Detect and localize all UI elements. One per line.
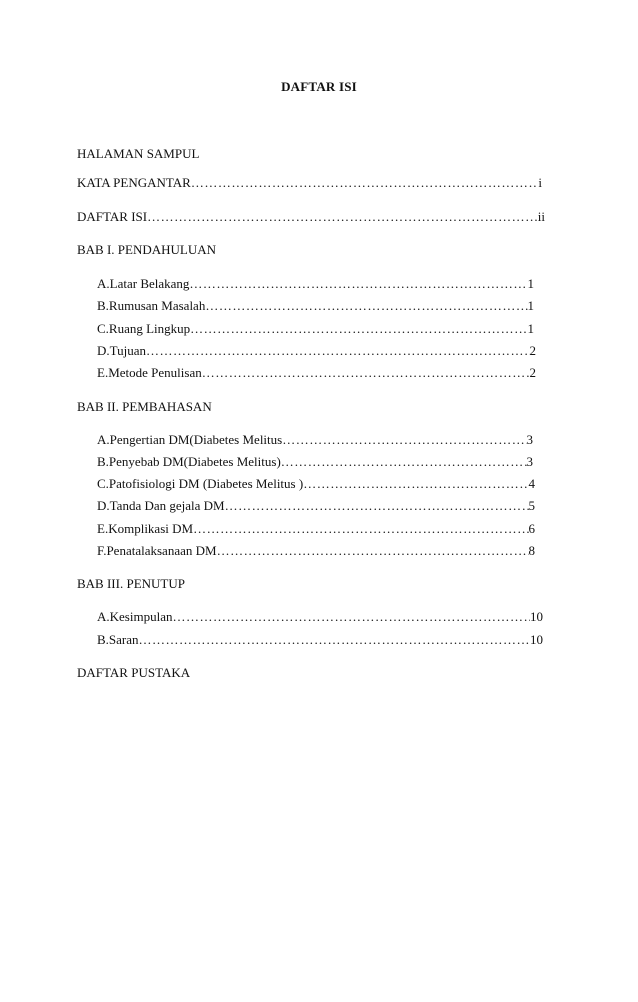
page-title: DAFTAR ISI: [281, 79, 357, 94]
toc-entry-kata-pengantar: [77, 174, 542, 192]
toc-entry-text: BAB II. PEMBAHASAN: [77, 399, 212, 414]
toc-page-number: 1: [527, 276, 534, 291]
toc-leader-dots: [191, 174, 539, 192]
toc-entry-text: Penyebab DM(Diabetes Melitus): [108, 454, 281, 469]
toc-leader-dots: [189, 275, 527, 293]
toc-page-number: 5: [528, 498, 535, 513]
toc-leader-dots: [205, 297, 527, 315]
toc-page-number: ii: [537, 209, 545, 224]
toc-page-number: 2: [529, 365, 536, 380]
toc-marker: B.: [97, 632, 109, 647]
toc-marker: E.: [97, 365, 109, 380]
toc-subentry-patofisiologi-dm: [97, 475, 535, 493]
toc-marker: F.: [97, 543, 107, 558]
toc-chapter-bab-2: [77, 398, 212, 416]
toc-entry-daftar-isi: [77, 208, 545, 226]
toc-marker: E.: [97, 521, 109, 536]
toc-marker: C.: [97, 476, 109, 491]
toc-leader-dots: [202, 364, 530, 382]
toc-marker: C.: [97, 321, 109, 336]
toc-marker: D.: [97, 498, 110, 513]
toc-entry-halaman-sampul: [77, 145, 199, 163]
toc-entry-text: Tanda Dan gejala DM: [109, 498, 225, 513]
toc-subentry-rumusan-masalah: [97, 297, 534, 315]
toc-page-number: 8: [528, 543, 535, 558]
toc-marker: B.: [97, 298, 109, 313]
toc-entry-text: Latar Belakang: [109, 276, 190, 291]
toc-entry-daftar-pustaka: [77, 664, 190, 682]
toc-page-number: i: [538, 175, 542, 190]
toc-marker: D.: [97, 343, 110, 358]
toc-page-number: 10: [530, 632, 543, 647]
toc-leader-dots: [146, 342, 529, 360]
toc-page-number: 3: [526, 454, 533, 469]
toc-entry-text: Komplikasi DM: [108, 521, 194, 536]
toc-entry-text: KATA PENGANTAR: [77, 175, 191, 190]
toc-chapter-bab-1: [77, 241, 216, 259]
toc-leader-dots: [281, 453, 527, 471]
toc-entry-text: BAB I. PENDAHULUAN: [77, 242, 217, 257]
toc-subentry-penyebab-dm: [97, 453, 533, 471]
toc-entry-text: DAFTAR PUSTAKA: [77, 665, 191, 680]
toc-subentry-penatalaksanaan-dm: [97, 542, 535, 560]
toc-leader-dots: [225, 497, 529, 515]
toc-leader-dots: [147, 208, 538, 226]
toc-entry-text: Penatalaksanaan DM: [106, 543, 217, 558]
toc-chapter-bab-3: [77, 575, 185, 593]
toc-page-number: 3: [526, 432, 533, 447]
toc-leader-dots: [282, 431, 526, 449]
toc-page-number: 2: [529, 343, 536, 358]
toc-entry-text: Rumusan Masalah: [108, 298, 206, 313]
toc-leader-dots: [172, 608, 530, 626]
toc-page-number: 10: [530, 609, 543, 624]
toc-entry-text: HALAMAN SAMPUL: [77, 146, 200, 161]
toc-leader-dots: [193, 520, 528, 538]
toc-page-number: 4: [528, 476, 535, 491]
toc-subentry-saran: [97, 631, 543, 649]
toc-marker: B.: [97, 454, 109, 469]
toc-subentry-tujuan: [97, 342, 536, 360]
toc-entry-text: Pengertian DM(Diabetes Melitus: [109, 432, 283, 447]
toc-leader-dots: [303, 475, 528, 493]
toc-subentry-latar-belakang: [97, 275, 534, 293]
toc-marker: A.: [97, 432, 110, 447]
toc-entry-text: Saran: [108, 632, 139, 647]
toc-entry-text: Tujuan: [109, 343, 147, 358]
toc-page-number: 6: [528, 521, 535, 536]
toc-page-number: 1: [527, 321, 534, 336]
toc-entry-text: Metode Penulisan: [108, 365, 202, 380]
toc-entry-text: BAB III. PENUTUP: [77, 576, 185, 591]
toc-leader-dots: [139, 631, 530, 649]
toc-leader-dots: [190, 320, 527, 338]
toc-subentry-kesimpulan: [97, 608, 543, 626]
toc-leader-dots: [217, 542, 529, 560]
toc-entry-text: Ruang Lingkup: [108, 321, 191, 336]
toc-entry-text: Kesimpulan: [109, 609, 173, 624]
toc-subentry-ruang-lingkup: [97, 320, 534, 338]
toc-entry-text: DAFTAR ISI: [77, 209, 148, 224]
toc-subentry-pengertian-dm: [97, 431, 533, 449]
toc-marker: A.: [97, 276, 110, 291]
toc-subentry-metode-penulisan: [97, 364, 536, 382]
toc-page-number: 1: [527, 298, 534, 313]
toc-subentry-tanda-gejala-dm: [97, 497, 535, 515]
toc-subentry-komplikasi-dm: [97, 520, 535, 538]
toc-marker: A.: [97, 609, 110, 624]
toc-entry-text: Patofisiologi DM (Diabetes Melitus ): [108, 476, 304, 491]
